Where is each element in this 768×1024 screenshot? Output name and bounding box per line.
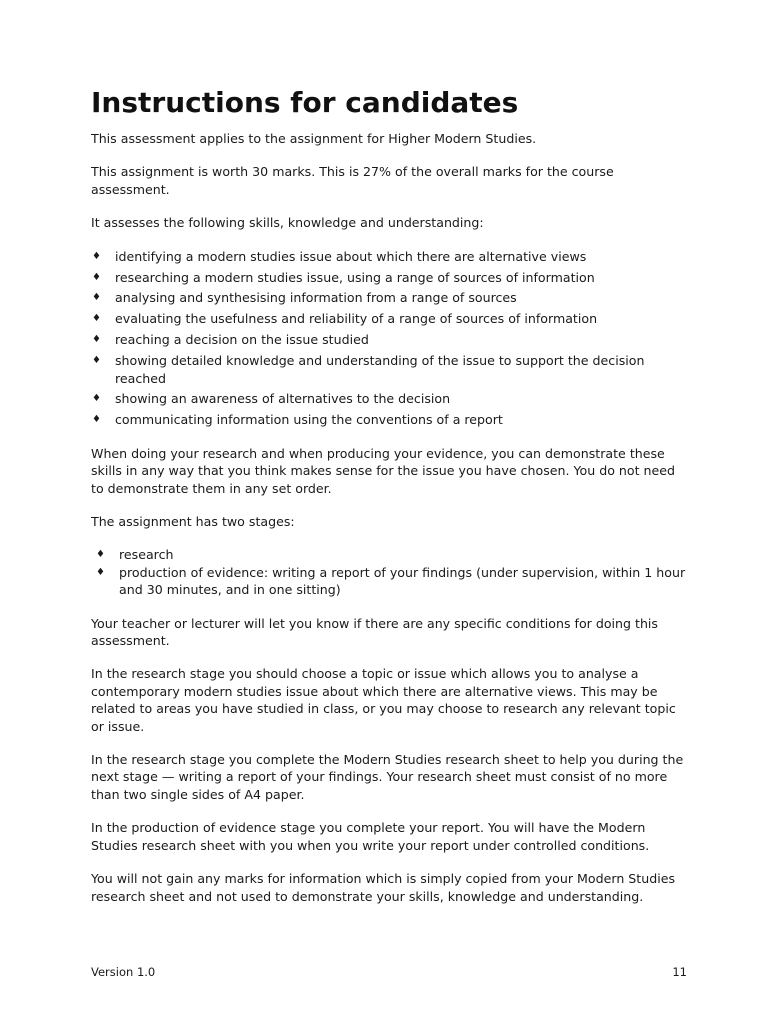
diamond-bullet-icon: ♦ (96, 566, 105, 578)
diamond-bullet-icon: ♦ (92, 250, 101, 262)
list-item-text: reaching a decision on the issue studied (115, 332, 369, 348)
list-item (91, 310, 691, 327)
body-paragraph: In the production of evidence stage you complete your report. You will have the Modern Studies research sheet with you when you write your report under controlled conditions. (91, 820, 650, 853)
intro-paragraph: This assessment applies to the assignment for Higher Modern Studies. (91, 131, 537, 146)
list-item-text: evaluating the usefulness and reliability of a range of sources of information (115, 311, 598, 327)
diamond-bullet-icon: ♦ (92, 414, 101, 426)
intro-paragraph: This assignment is worth 30 marks. This is 27% of the overall marks for the course assessment. (91, 164, 614, 197)
list-item (91, 564, 691, 599)
list-item-text: communicating information using the conventions of a report (115, 412, 503, 428)
diamond-bullet-icon: ♦ (92, 334, 101, 346)
diamond-bullet-icon: ♦ (92, 355, 101, 367)
page-content (91, 86, 691, 921)
diamond-bullet-icon: ♦ (92, 393, 101, 405)
body-paragraph: Your teacher or lecturer will let you know if there are any specific conditions for doing this assessment. (91, 615, 658, 649)
intro-paragraph: It assesses the following skills, knowledge and understanding: (91, 215, 484, 231)
list-item-text: research (119, 547, 174, 563)
stages-list (91, 546, 691, 598)
diamond-bullet-icon: ♦ (92, 313, 101, 325)
body-paragraph: The assignment has two stages: (91, 514, 295, 529)
footer-page-number: 11 (672, 965, 687, 979)
skills-list (91, 248, 691, 429)
diamond-bullet-icon: ♦ (96, 549, 105, 561)
list-item-text: analysing and synthesising information from a range of sources (115, 290, 517, 306)
list-item-text: showing an awareness of alternatives to the decision (115, 391, 451, 407)
page-title: Instructions for candidates (91, 86, 519, 119)
footer-version: Version 1.0 (91, 965, 156, 979)
list-item-text: showing detailed knowledge and understanding of the issue to support the decision reached (115, 353, 645, 386)
diamond-bullet-icon: ♦ (92, 271, 101, 283)
body-paragraph: In the research stage you should choose a topic or issue which allows you to analyse a contemporary modern studies issue about which there are alternative views. This may be related to areas you have studied in class, or you may choose to research any relevant topic or issue. (91, 666, 676, 734)
body-paragraph: When doing your research and when producing your evidence, you can demonstrate these skills in any way that you think makes sense for the issue you have chosen. You do not need to demonstrate them in any set order. (91, 445, 676, 496)
list-item-text: researching a modern studies issue, using a range of sources of information (115, 269, 595, 285)
list-item (91, 546, 691, 563)
list-item (91, 352, 691, 387)
body-paragraph: In the research stage you complete the Modern Studies research sheet to help you during the next stage — writing a report of your findings. Your research sheet must consist of no more than two single sides of A4 paper. (91, 752, 684, 802)
diamond-bullet-icon: ♦ (92, 292, 101, 304)
list-item (91, 269, 691, 286)
list-item (91, 248, 691, 265)
list-item (91, 390, 691, 407)
body-paragraph: You will not gain any marks for information which is simply copied from your Modern Studies research sheet and not used to demonstrate your skills, knowledge and understanding. (91, 871, 676, 904)
list-item (91, 411, 691, 428)
list-item (91, 331, 691, 348)
list-item-text: identifying a modern studies issue about which there are alternative views (115, 248, 587, 264)
list-item (91, 289, 691, 306)
list-item-text: production of evidence: writing a report of your findings (under supervision, within 1 hour and 30 minutes, and in one sitting) (119, 564, 686, 598)
